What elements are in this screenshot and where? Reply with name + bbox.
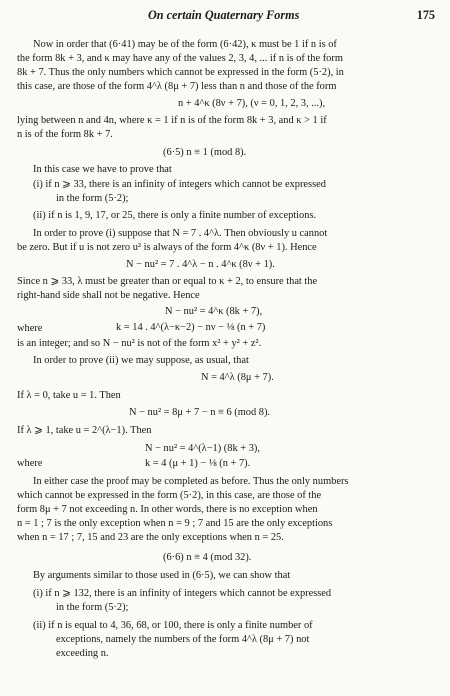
running-header: On certain Quaternary Forms	[148, 8, 300, 22]
text-line: 8k + 7. Thus the only numbers which cannot be expressed in the form (5·2), in	[17, 67, 344, 78]
list-item: (ii) if n is equal to 4, 36, 68, or 100, there is only a finite number of	[33, 620, 313, 631]
text-line: this case, are those of the form 4^λ (8μ + 7) less than n and those of the form	[17, 81, 337, 92]
text-line: In either case the proof may be completed as before. Thus the only numbers	[33, 476, 349, 487]
equation: N = 4^λ (8μ + 7).	[201, 372, 274, 383]
list-item-cont: in the form (5·2);	[56, 602, 129, 613]
equation: n + 4^κ (8ν + 7), (ν = 0, 1, 2, 3, ...),	[178, 98, 326, 109]
text-line: lying between n and 4n, where κ = 1 if n is of the form 8k + 3, and κ > 1 if	[17, 115, 327, 126]
list-item-cont: exceeding n.	[56, 648, 109, 659]
text-line: where	[17, 458, 43, 469]
text-line: right-hand side shall not be negative. Hence	[17, 290, 200, 301]
text-line: In this case we have to prove that	[33, 164, 172, 175]
equation: N − nu² = 8μ + 7 − n ≡ 6 (mod 8).	[129, 407, 271, 418]
text-line: when n = 17 ; 7, 15 and 23 are the only exceptions when n = 25.	[17, 532, 284, 543]
section-heading: (6·5) n ≡ 1 (mod 8).	[163, 147, 247, 158]
text-line: If λ ⩾ 1, take u = 2^(λ−1). Then	[17, 425, 152, 436]
section-heading: (6·6) n ≡ 4 (mod 32).	[163, 552, 252, 563]
equation: N − nu² = 4^κ (8k + 7),	[165, 306, 263, 317]
text-line: In order to prove (i) suppose that N = 7 . 4^λ. Then obviously u cannot	[33, 228, 328, 239]
equation: k = 14 . 4^(λ−κ−2) − nν − ⅛ (n + 7)	[116, 322, 266, 333]
text-line: where	[17, 323, 43, 334]
list-item-cont: exceptions, namely the numbers of the form 4^λ (8μ + 7) not	[56, 634, 310, 645]
text-line: If λ = 0, take u = 1. Then	[17, 390, 121, 401]
equation: N − nu² = 7 . 4^λ − n . 4^κ (8ν + 1).	[126, 259, 275, 270]
text-line: Since n ⩾ 33, λ must be greater than or equal to κ + 2, to ensure that the	[17, 276, 318, 287]
text-line: n is of the form 8k + 7.	[17, 129, 113, 140]
equation: N − nu² = 4^(λ−1) (8k + 3),	[145, 443, 260, 454]
text-line: Now in order that (6·41) may be of the form (6·42), κ must be 1 if n is of	[33, 39, 337, 50]
text-line: is an integer; and so N − nu² is not of the form x² + y² + z².	[17, 338, 262, 349]
text-line: which cannot be expressed in the form (5·2), in this case, are those of the	[17, 490, 322, 501]
text-line: By arguments similar to those used in (6·5), we can show that	[33, 570, 291, 581]
list-item-cont: in the form (5·2);	[56, 193, 129, 204]
list-item: (ii) if n is 1, 9, 17, or 25, there is only a finite number of exceptions.	[33, 210, 317, 221]
page-number: 175	[416, 8, 435, 22]
text-line: n = 1 ; 7 is the only exception when n = 9 ; 7 and 15 are the only exceptions	[17, 518, 333, 529]
equation: k = 4 (μ + 1) − ⅛ (n + 7).	[145, 458, 251, 469]
list-item: (i) if n ⩾ 132, there is an infinity of integers which cannot be expressed	[33, 588, 332, 599]
text-line: the form 8k + 3, and κ may have any of the values 2, 3, 4, ... if n is of the form	[17, 53, 343, 64]
list-item: (i) if n ⩾ 33, there is an infinity of integers which cannot be expressed	[33, 179, 326, 190]
text-line: In order to prove (ii) we may suppose, as usual, that	[33, 355, 249, 366]
text-line: form 8μ + 7 not exceeding n. In other words, there is no exception when	[17, 504, 318, 515]
text-line: be zero. But if u is not zero u² is always of the form 4^κ (8ν + 1). Hence	[17, 242, 317, 253]
